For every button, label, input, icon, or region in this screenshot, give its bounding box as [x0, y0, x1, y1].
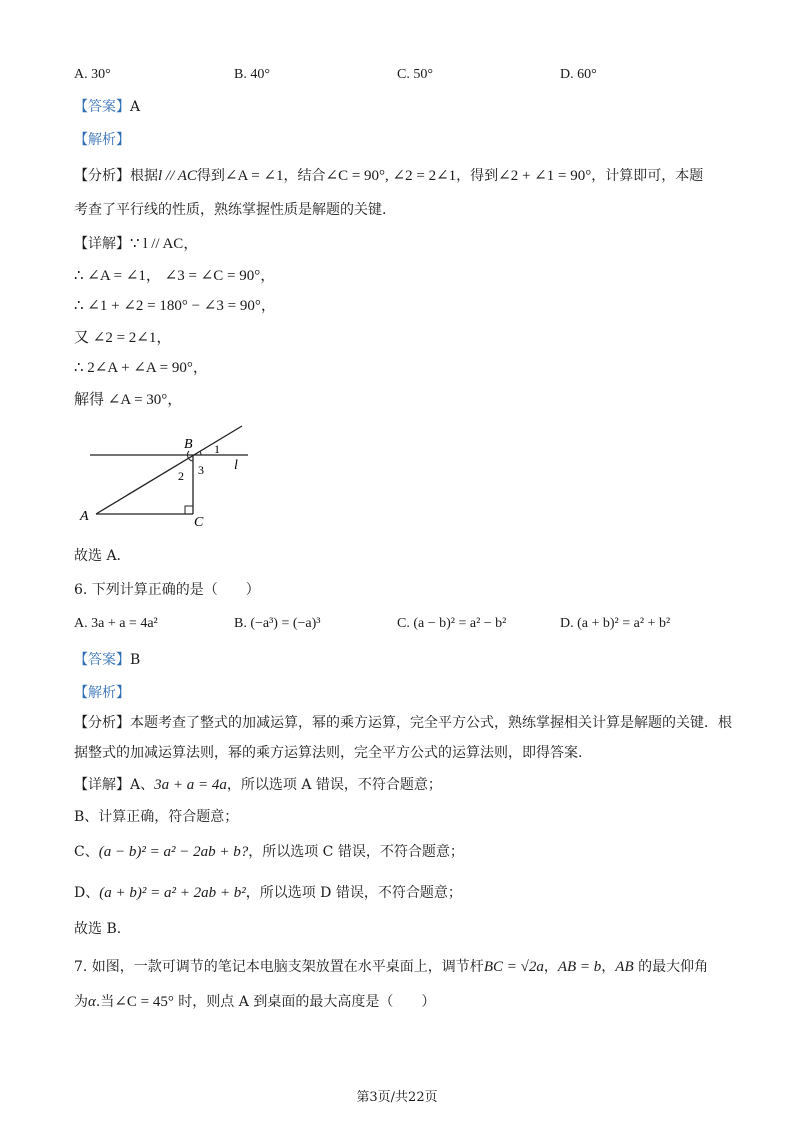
- text: ，所以选项 A 错误，不符合题意；: [226, 777, 442, 793]
- math: ∠2 + ∠1 = 90°: [498, 168, 592, 184]
- q5-option-a: A. 30°: [74, 67, 111, 82]
- text: 得到: [196, 168, 225, 184]
- answer-tag: 【答案】: [74, 652, 130, 668]
- q6-xiangjie-c: [74, 842, 464, 862]
- right-angle-mark: [185, 506, 193, 514]
- q5-option-b: B. 40°: [234, 67, 270, 82]
- text: .当: [95, 994, 115, 1010]
- text: 的最大仰角: [633, 959, 709, 975]
- q5-conclusion: 故选 A.: [74, 548, 122, 564]
- text: 时，则点 A 到桌面的最大高度是（ ）: [173, 994, 436, 1010]
- q7-stem-line2: [74, 992, 435, 1012]
- q5-xiangjie-line2: ∴ ∠A = ∠1， ∠3 = ∠C = 90°，: [74, 268, 276, 284]
- label-b: B: [184, 437, 193, 452]
- q5-xiangjie-line3: ∴ ∠1 + ∠2 = 180° − ∠3 = 90°，: [74, 298, 276, 314]
- text: ，所以选项 D 错误，不符合题意；: [245, 885, 462, 901]
- q6-stem: 6. 下列计算正确的是（ ）: [74, 582, 260, 598]
- text: ，结合: [283, 168, 326, 184]
- text: ，计算即可，本题: [591, 168, 704, 184]
- label-angle-3: 3: [198, 463, 204, 477]
- q7-stem-line1: [74, 957, 708, 977]
- text: 本题考查了整式的加减运算，幂的乘方运算，完全平方公式，熟练掌握相关计算是解题的关键．根: [130, 715, 732, 731]
- text: 为: [74, 994, 88, 1010]
- fenxi-tag: 【分析】: [74, 168, 130, 184]
- q6-option-b: B. (−a³) = (−a)³: [234, 616, 321, 631]
- q5-answer-line: [74, 97, 140, 117]
- q6-fenxi-line1: [74, 713, 732, 733]
- q6-xiangjie-b: B、计算正确，符合题意；: [74, 809, 239, 825]
- answer-tag: 【答案】: [74, 99, 130, 115]
- label-angle-2: 2: [178, 469, 184, 483]
- math: ∵ l // AC，: [130, 236, 199, 252]
- q6-fenxi-line2: 据整式的加减运算法则，幂的乘方运算法则，完全平方公式的运算法则，即得答案.: [74, 745, 583, 761]
- math: l // AC: [158, 168, 197, 184]
- math: (a − b)² = a² − 2ab + b?: [98, 844, 249, 860]
- geometry-figure: [78, 418, 258, 530]
- q6-analysis-tag: 【解析】: [74, 685, 130, 701]
- math: AB: [615, 959, 634, 975]
- math: BC = √2a: [483, 959, 544, 975]
- math: ∠A = ∠1: [224, 168, 284, 184]
- text: D、: [74, 885, 100, 901]
- label-c: C: [194, 515, 204, 530]
- q5-fenxi-line1: [74, 166, 703, 186]
- text: ，: [543, 959, 558, 975]
- q5-xiangjie-line1: [74, 234, 198, 254]
- q5-option-d: D. 60°: [560, 67, 597, 82]
- text: 7. 如图，一款可调节的笔记本电脑支架放置在水平桌面上，调节杆: [74, 959, 484, 975]
- q5-xiangjie-line6: 解得 ∠A = 30°，: [74, 392, 183, 408]
- label-angle-1: 1: [214, 442, 220, 456]
- math: AB = b: [557, 959, 602, 975]
- math: ∠C = 45°: [114, 994, 174, 1010]
- q6-option-c: C. (a − b)² = a² − b²: [397, 616, 507, 631]
- math: ∠C = 90°, ∠2 = 2∠1: [325, 168, 457, 184]
- q6-xiangjie-d: [74, 883, 462, 903]
- text: 根据: [130, 168, 158, 184]
- q5-analysis-tag: 【解析】: [74, 132, 130, 148]
- page-footer: 第3页/共22页: [356, 1090, 438, 1105]
- q6-conclusion: 故选 B.: [74, 921, 122, 937]
- q5-xiangjie-line5: ∴ 2∠A + ∠A = 90°，: [74, 360, 208, 376]
- xiangjie-tag: 【详解】: [74, 777, 130, 793]
- text: ，所以选项 C 错误，不符合题意；: [248, 844, 464, 860]
- q5-fenxi-line2: 考查了平行线的性质，熟练掌握性质是解题的关键.: [74, 202, 387, 218]
- xiangjie-tag: 【详解】: [74, 236, 130, 252]
- text: ，: [601, 959, 616, 975]
- answer-value: B: [130, 652, 141, 668]
- math: 3a + a = 4a: [154, 777, 227, 793]
- label-l: l: [234, 458, 238, 473]
- q5-option-c: C. 50°: [397, 67, 433, 82]
- text: ，得到: [456, 168, 499, 184]
- math: (a + b)² = a² + 2ab + b²: [99, 885, 246, 901]
- q6-answer-line: [74, 650, 140, 670]
- label-a: A: [80, 509, 89, 524]
- text: C、: [74, 844, 99, 860]
- q6-option-d: D. (a + b)² = a² + b²: [560, 616, 671, 631]
- line-ab: [96, 426, 242, 514]
- q6-xiangjie-a: [74, 775, 442, 795]
- q6-option-a: A. 3a + a = 4a²: [74, 616, 158, 631]
- text: A、: [130, 777, 155, 793]
- math: α: [88, 994, 96, 1010]
- q5-xiangjie-line4: 又 ∠2 = 2∠1，: [74, 330, 172, 346]
- answer-value: A: [130, 99, 141, 115]
- fenxi-tag: 【分析】: [74, 715, 130, 731]
